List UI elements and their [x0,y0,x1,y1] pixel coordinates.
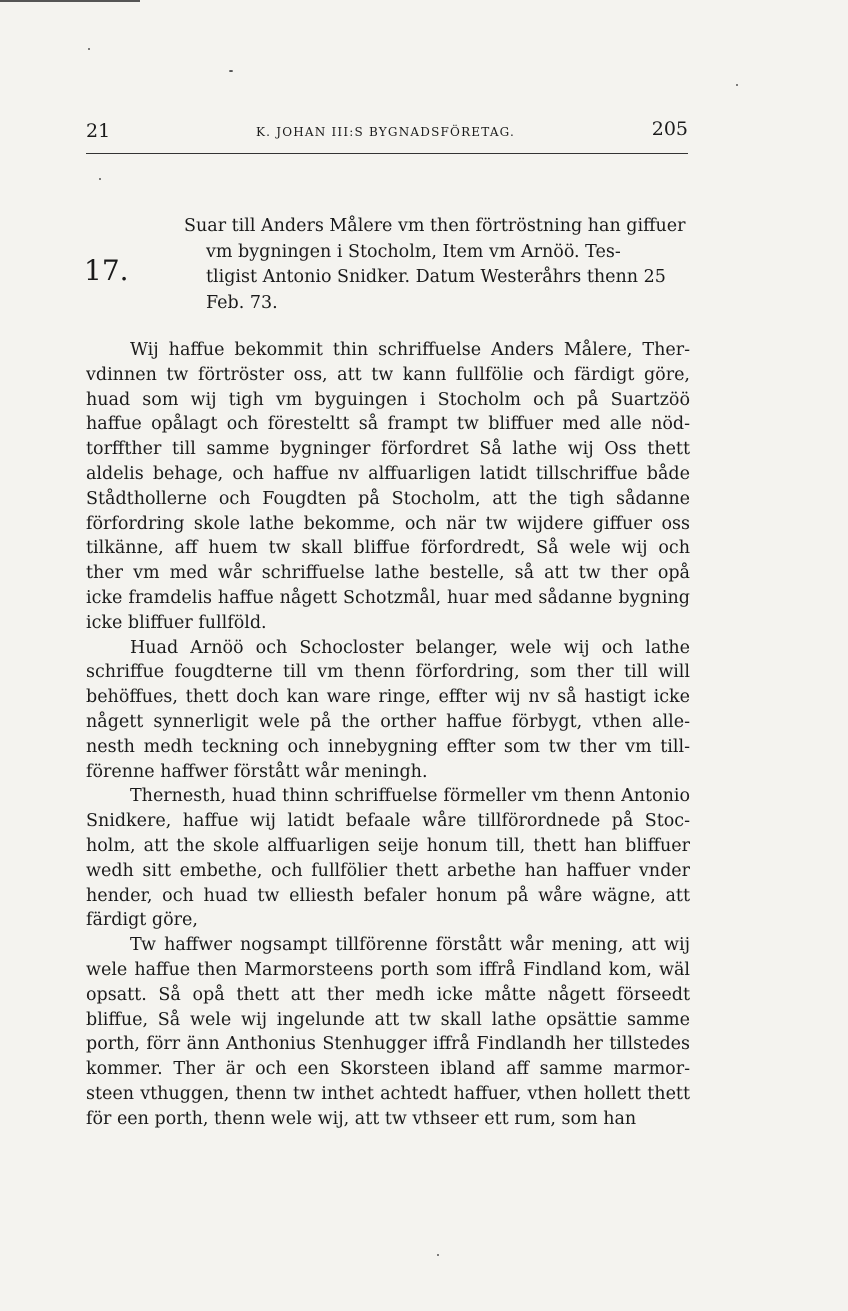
text-line: huad som wij tigh vm byguingen i Stocholm och på Suartzöö [86,389,690,410]
text-line: förfordring skole lathe bekomme, och när tw wijdere giffuer oss [86,513,690,534]
text-line: holm, att the skole alffuarligen seije honum till, thett han bliffuer [86,835,690,856]
text-line: Snidkere, haffue wij latidt befaale wåre tillförordnede på Stoc- [86,811,690,832]
text-line: kommer. Ther är och een Skorsteen ibland aff samme marmor- [86,1059,690,1080]
text-line: bliffue, Så wele wij ingelunde att tw skall lathe opsättie samme [86,1009,690,1030]
text-line: steen vthuggen, thenn tw inthet achtedt haffuer, vthen hollett thett [86,1083,690,1104]
text-line: tilkänne, aff huem tw skall bliffue förfordredt, Så wele wij och [86,538,690,559]
text-line: icke framdelis haffue någett Schotzmål, huar med sådanne bygning [86,587,690,608]
summary-line: vm bygningen i Stocholm, Item vm Arnöö. Tes- [206,241,621,262]
text-line: någett synnerligit wele på the orther haffue förbygt, vthen alle- [86,711,690,732]
speck [736,84,738,86]
text-line: torffther till samme bygninger förfordret Så lathe wij Oss thett [86,439,690,460]
text-line: hender, och huad tw elliesth befaler honum på wåre wägne, att [86,885,690,906]
summary-line: tligist Antonio Snidker. Datum Westeråhrs thenn 25 [206,267,666,287]
letter-body [86,338,690,1132]
speck [437,1254,439,1256]
text-line: Huad Arnöö och Schocloster belanger, wele wij och lathe [130,637,690,658]
speck [229,70,233,72]
summary-line: Suar till Anders Målere vm then förtröstning han giffuer [184,216,686,236]
running-title: K. JOHAN III:S BYGNADSFÖRETAG. [256,125,516,139]
text-line: icke bliffuer fullföld. [86,612,267,633]
text-line: Tw haffwer nogsampt tillförenne förstått wår mening, att wij [130,935,690,956]
page-top-edge [0,0,140,2]
text-line: ther vm med wår schriffuelse lathe bestelle, så att tw ther opå [86,563,690,584]
summary-line: Feb. 73. [206,292,278,313]
text-line: nesth medh teckning och innebygning effter som tw ther vm till- [86,736,690,757]
text-line: behöffues, thett doch kan ware ringe, effter wij nv så hastigt icke [86,687,690,708]
text-line: Wij haffue bekommit thin schriffuelse Anders Målere, Ther- [130,340,690,360]
paragraph [86,338,690,636]
running-header [86,118,688,146]
text-line: Thernesth, huad thinn schriffuelse förmeller vm thenn Antonio [130,786,690,807]
text-line: vdinnen tw förtröster oss, att tw kann fullfölie och färdigt göre, [86,364,690,385]
text-line: haffue opålagt och föresteltt så frampt tw bliffuer med alle nöd- [86,414,690,435]
speck [88,48,90,50]
text-line: förenne haffwer förstått wår meningh. [86,761,428,782]
text-line: färdigt göre, [86,910,198,931]
document-summary [184,214,688,316]
signature-number: 21 [86,120,111,142]
paragraph [86,933,690,1131]
document-number: 17. [84,254,129,287]
text-line: schriffue fougdterne till vm thenn förfordring, som ther till will [86,662,690,683]
page-number: 205 [651,118,688,140]
text-line: wele haffue then Marmorsteens porth som iffrå Findland kom, wäl [86,959,690,980]
header-rule [86,153,688,154]
text-line: porth, förr änn Anthonius Stenhugger iffrå Findlandh her tillstedes [86,1034,690,1055]
text-line: opsatt. Så opå thett att ther medh icke måtte någett förseedt [86,984,690,1005]
text-line: aldelis behage, och haffue nv alffuarligen latidt tillschriffue både [86,463,690,484]
paragraph [86,784,690,933]
text-line: Stådthollerne och Fougdten på Stocholm, att the tigh sådanne [86,488,690,509]
text-line: för een porth, thenn wele wij, att tw vthseer ett rum, som han [86,1108,637,1129]
paragraph [86,636,690,785]
text-line: wedh sitt embethe, och fullfölier thett arbethe han haffuer vnder [86,860,690,881]
speck [99,178,101,180]
